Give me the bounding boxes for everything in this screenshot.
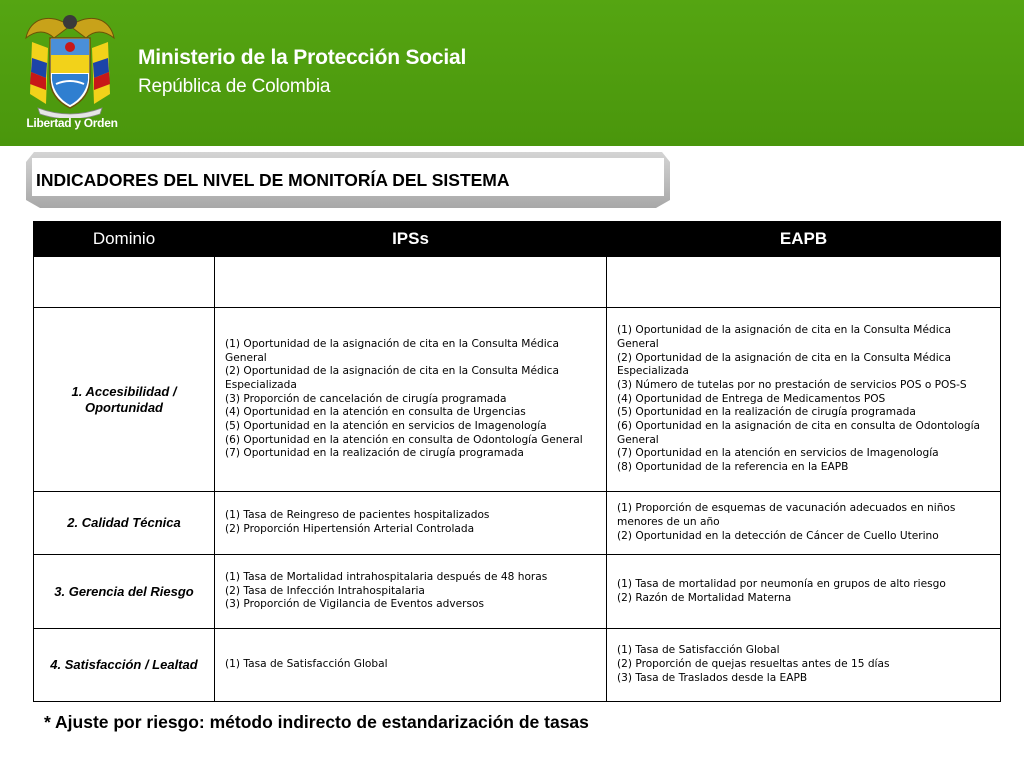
indicator-item: (1) Tasa de Satisfacción Global — [617, 644, 780, 657]
table-cell-empty — [607, 257, 1001, 308]
indicator-item: (2) Proporción de quejas resueltas antes de 15 días — [617, 658, 890, 671]
indicator-item: (4) Oportunidad de Entrega de Medicamentos POS — [617, 392, 886, 405]
column-header-ipss: IPSs — [215, 222, 607, 257]
indicator-item: (3) Proporción de cancelación de cirugía programada — [225, 392, 507, 405]
indicator-item: (7) Oportunidad en la realización de cirugía programada — [225, 447, 524, 460]
indicator-item: (8) Oportunidad de la referencia en la EAPB — [617, 461, 849, 474]
indicator-item: (2) Tasa de Infección Intrahospitalaria — [225, 584, 425, 597]
column-header-eapb: EAPB — [607, 222, 1001, 257]
domain-cell: 1. Accesibilidad / Oportunidad — [34, 308, 215, 492]
table-row-empty — [34, 257, 1001, 308]
seal-caption: Libertad y Orden — [26, 116, 118, 130]
indicator-item: (6) Oportunidad en la asignación de cita en consulta de Odontología General — [617, 420, 981, 446]
indicator-item: (2) Oportunidad de la asignación de cita en la Consulta Médica Especializada — [617, 351, 951, 378]
indicator-item: (1) Tasa de mortalidad por neumonía en grupos de alto riesgo — [617, 577, 946, 590]
ips-cell — [215, 492, 607, 555]
indicator-item: (1) Proporción de esquemas de vacunación adecuados en niños menores de un año — [617, 502, 956, 529]
domain-cell: 4. Satisfacción / Lealtad — [34, 629, 215, 702]
indicator-item: (4) Oportunidad en la atención en consulta de Urgencias — [225, 406, 526, 419]
indicator-item: (3) Proporción de Vigilancia de Eventos adversos — [225, 598, 485, 611]
domain-cell: 2. Calidad Técnica — [34, 492, 215, 555]
indicator-item: (3) Número de tutelas por no prestación de servicios POS o POS-S — [617, 378, 967, 391]
footnote: * Ajuste por riesgo: método indirecto de estandarización de tasas — [44, 712, 589, 732]
indicators-table — [33, 221, 1001, 702]
ips-cell — [215, 629, 607, 702]
header-bar — [0, 0, 1024, 146]
table-cell-empty — [215, 257, 607, 308]
ministry-name: Ministerio de la Protección Social — [138, 46, 467, 69]
indicator-item: (6) Oportunidad en la atención en consulta de Odontología General — [225, 433, 583, 446]
indicator-item: (7) Oportunidad en la atención en servicios de Imagenología — [617, 447, 939, 460]
indicator-item: (5) Oportunidad en la atención en servicios de Imagenología — [225, 420, 547, 433]
indicator-item: (1) Tasa de Mortalidad intrahospitalaria después de 48 horas — [225, 570, 548, 583]
ips-cell — [215, 555, 607, 629]
indicator-item: (1) Oportunidad de la asignación de cita en la Consulta Médica General — [617, 324, 951, 350]
table-row — [34, 308, 1001, 492]
indicator-item: (2) Oportunidad en la detección de Cáncer de Cuello Uterino — [617, 529, 939, 542]
domain-cell: 3. Gerencia del Riesgo — [34, 555, 215, 629]
table-row — [34, 555, 1001, 629]
column-header-dominio: Dominio — [34, 222, 215, 257]
eapb-cell — [607, 629, 1001, 702]
table-header-row — [34, 222, 1001, 257]
indicator-item: (1) Tasa de Satisfacción Global — [225, 658, 388, 671]
table-row — [34, 629, 1001, 702]
indicator-item: (1) Tasa de Reingreso de pacientes hospitalizados — [225, 509, 490, 522]
indicator-item: (1) Oportunidad de la asignación de cita en la Consulta Médica General — [225, 337, 559, 364]
indicator-item: (2) Razón de Mortalidad Materna — [617, 591, 792, 604]
title-banner — [26, 152, 670, 208]
indicator-item: (5) Oportunidad en la realización de cirugía programada — [617, 406, 916, 419]
eapb-cell — [607, 492, 1001, 555]
indicator-item: (2) Oportunidad de la asignación de cita en la Consulta Médica Especializada — [225, 365, 559, 391]
table-cell-empty — [34, 257, 215, 308]
page-title: INDICADORES DEL NIVEL DE MONITORÍA DEL SISTEMA — [36, 170, 510, 190]
indicator-item: (2) Proporción Hipertensión Arterial Controlada — [225, 523, 475, 535]
ips-cell — [215, 308, 607, 492]
eapb-cell — [607, 555, 1001, 629]
republic-name: República de Colombia — [138, 76, 331, 97]
table-row — [34, 492, 1001, 555]
indicator-item: (3) Tasa de Traslados desde la EAPB — [617, 671, 808, 684]
eapb-cell — [607, 308, 1001, 492]
